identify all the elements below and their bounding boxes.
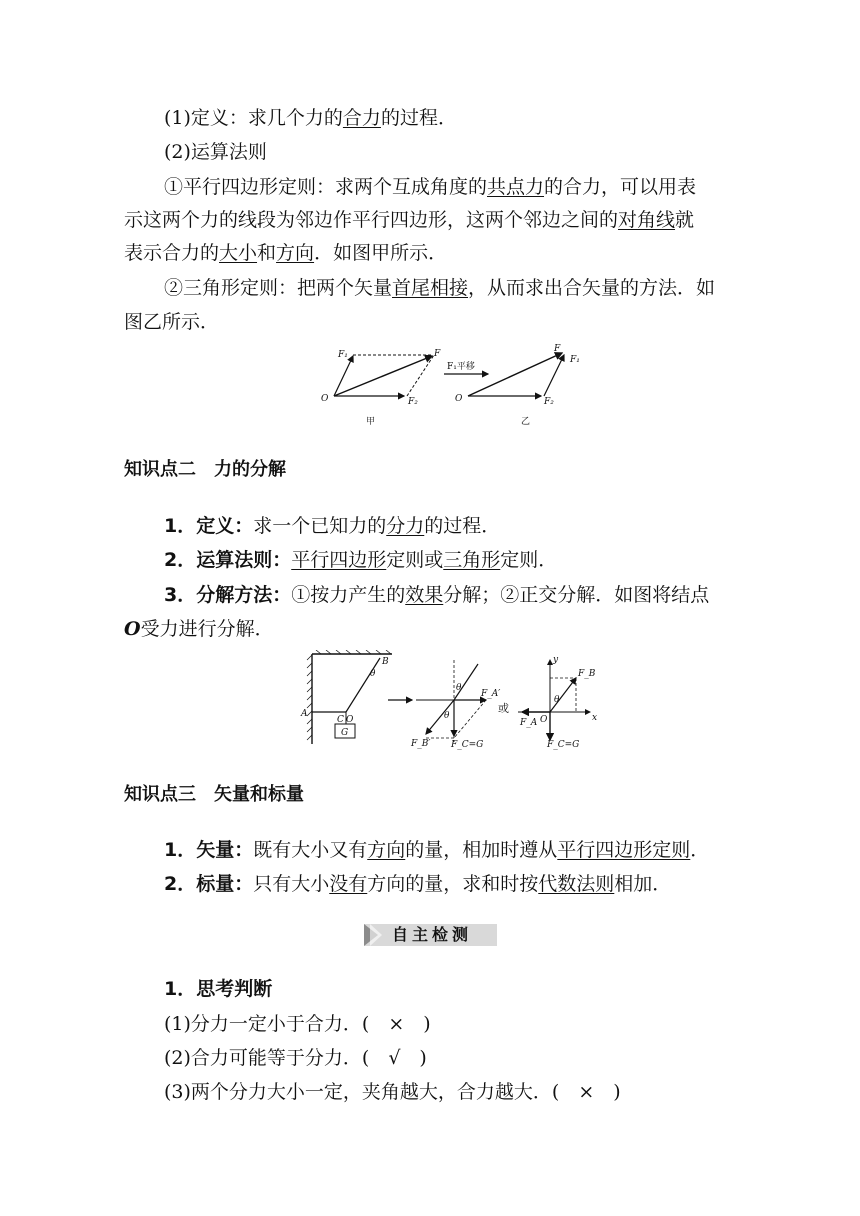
- rules-subheading: (2)运算法则: [164, 141, 267, 163]
- text: ①平行四边形定则：求两个互成角度的: [164, 176, 488, 198]
- parallelogram-rule-line2: [124, 208, 694, 232]
- text: ①按力产生的: [291, 584, 406, 606]
- underlined-term: 分力: [386, 515, 425, 537]
- decomposition-item-2: [164, 548, 557, 572]
- label-F1: F₁: [338, 350, 348, 360]
- text: 分解；②正交分解．如图将结点: [443, 584, 710, 606]
- label-FA: F_A: [520, 718, 538, 728]
- check-question-2: (2)合力可能等于分力．( √ ): [164, 1047, 427, 1069]
- underlined-term: 没有: [329, 873, 368, 895]
- item-label: 1．矢量：: [164, 839, 254, 861]
- label-F2: F₂: [408, 397, 418, 407]
- underlined-term: 方向: [367, 839, 406, 861]
- section-heading-decomposition: 知识点二 力的分解: [124, 459, 286, 480]
- text: 定则．: [500, 549, 558, 571]
- parallelogram-rule-line3: [124, 241, 447, 265]
- underlined-term: 平行四边形定则: [557, 839, 691, 861]
- label-yi: 乙: [521, 417, 531, 427]
- item-label: 1．定义：: [164, 515, 254, 537]
- label-translate: F₁平移: [447, 362, 475, 372]
- label-theta-4: θ: [554, 695, 560, 705]
- text: ．: [690, 839, 710, 861]
- underlined-term: 共点力: [487, 176, 545, 198]
- text: 的过程．: [380, 107, 457, 129]
- underlined-term: 对角线: [618, 209, 676, 231]
- label-jia: 甲: [366, 417, 376, 427]
- label-FC-G-1: F_C=G: [451, 740, 484, 750]
- decomposition-item-3-cont: [124, 617, 274, 641]
- triangle-rule-line2: 图乙所示．: [124, 311, 220, 333]
- label-x: x: [592, 713, 598, 723]
- scalar-definition: [164, 872, 671, 896]
- parallelogram-rule-line1: [164, 175, 696, 199]
- label-G: G: [341, 728, 349, 738]
- underlined-term: 平行四边形: [291, 549, 387, 571]
- banner-arrow-highlight-icon: [370, 924, 382, 946]
- label-F1-2: F₁: [570, 355, 580, 365]
- label-or: 或: [498, 702, 509, 715]
- text: (1)定义：求几个力的: [164, 107, 343, 129]
- item-label: 2．运算法则：: [164, 549, 292, 571]
- label-O-fig2: O: [346, 715, 354, 725]
- underlined-term: 首尾相接: [392, 277, 469, 299]
- label-y: y: [553, 655, 559, 665]
- decomposition-item-3: [164, 583, 709, 607]
- force-decomposition-figure: [296, 650, 610, 750]
- text: 的量，相加时遵从: [405, 839, 558, 861]
- text: 只有大小: [253, 873, 330, 895]
- banner-label: 自主检测: [392, 925, 473, 944]
- label-C: C: [337, 715, 344, 725]
- underlined-term: 大小: [219, 242, 258, 264]
- decomposition-item-1: [164, 514, 500, 538]
- underlined-term: 代数法则: [538, 873, 615, 895]
- underlined-term: 合力: [342, 107, 381, 129]
- underlined-term: 效果: [405, 584, 444, 606]
- check-question-3: (3)两个分力大小一定，夹角越大，合力越大．( × ): [164, 1081, 621, 1103]
- item-label: 2．标量：: [164, 873, 254, 895]
- definition-line: [164, 106, 457, 130]
- triangle-rule-line1: [164, 276, 715, 300]
- label-F: F: [434, 349, 441, 359]
- section-heading-vectors-scalars: 知识点三 矢量和标量: [124, 784, 304, 805]
- label-theta-2: θ: [456, 683, 462, 693]
- self-check-banner: [364, 924, 497, 946]
- label-F2-2: F₂: [544, 397, 554, 407]
- text: 求一个已知力的: [253, 515, 387, 537]
- text: 的合力，可以用表: [544, 176, 697, 198]
- text: 方向的量，求和时按: [367, 873, 539, 895]
- label-theta-3: θ: [444, 711, 450, 721]
- label-O: O: [321, 394, 329, 404]
- text: 定则或: [386, 549, 444, 571]
- text: 示这两个力的线段为邻边作平行四边形，这两个邻边之间的: [124, 209, 619, 231]
- label-FB: F_B: [578, 669, 596, 679]
- text: 受力进行分解．: [140, 618, 274, 640]
- label-F-2: F: [554, 344, 561, 354]
- underlined-term: 方向: [276, 242, 315, 264]
- text: 相加．: [614, 873, 672, 895]
- text: ，从而求出合矢量的方法．如: [468, 277, 716, 299]
- vector-addition-figure: [316, 342, 596, 428]
- text: ②三角形定则：把两个矢量: [164, 277, 393, 299]
- vector-definition: [164, 838, 709, 862]
- label-FC-G-2: F_C=G: [547, 740, 580, 750]
- label-A: A: [301, 709, 308, 719]
- text: 表示合力的: [124, 242, 220, 264]
- label-O-fig2-right: O: [540, 715, 548, 725]
- label-FA-prime: F_A′: [481, 689, 501, 699]
- label-B: B: [382, 657, 389, 667]
- underlined-term: 三角形: [443, 549, 501, 571]
- label-O-2: O: [455, 394, 463, 404]
- text: 既有大小又有: [253, 839, 368, 861]
- text: 和: [257, 242, 277, 264]
- item-label: 3．分解方法：: [164, 584, 292, 606]
- text: 就: [675, 209, 695, 231]
- check-question-1: (1)分力一定小于合力．( × ): [164, 1013, 431, 1035]
- text: ．如图甲所示．: [314, 242, 448, 264]
- label-theta-1: θ: [370, 669, 376, 679]
- text: 的过程．: [424, 515, 501, 537]
- check-heading: 1．思考判断: [164, 978, 273, 1000]
- label-FB-prime: F_B′: [411, 739, 431, 749]
- point-O: O: [124, 618, 141, 640]
